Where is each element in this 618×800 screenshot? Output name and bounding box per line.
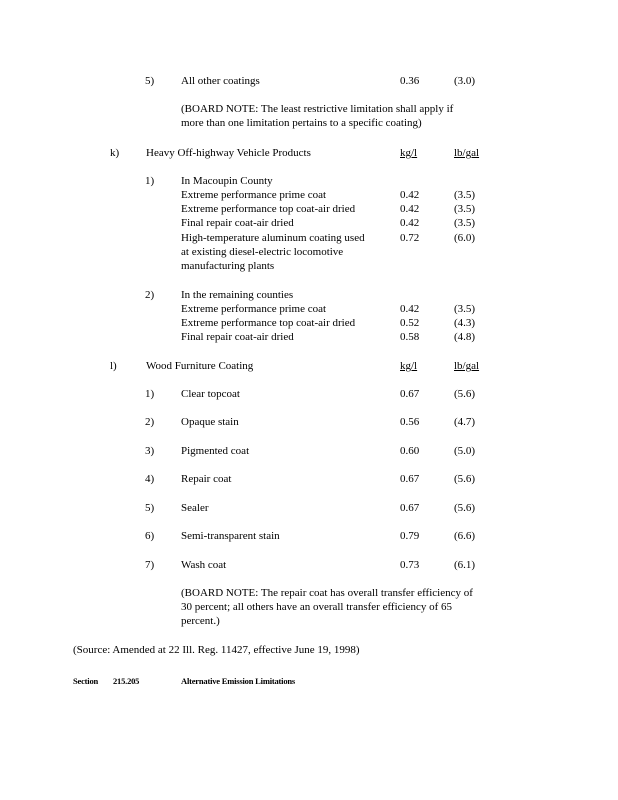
item-label: All other coatings: [181, 75, 260, 87]
item-number: 6): [145, 530, 155, 542]
lb-value: (5.6): [454, 502, 476, 514]
lb-header: lb/gal: [454, 147, 480, 159]
item-label: Clear topcoat: [181, 388, 240, 400]
item-number: 4): [145, 473, 155, 485]
board-note-line: more than one limitation pertains to a specific coating): [181, 117, 422, 129]
item-label: Final repair coat-air dried: [181, 217, 294, 229]
kg-value: 0.56: [400, 416, 420, 428]
item-number: 2): [145, 416, 155, 428]
kg-value: 0.42: [400, 203, 420, 215]
kg-value: 0.60: [400, 445, 420, 457]
item-label: Opaque stain: [181, 416, 239, 428]
board-note-line: percent.): [181, 615, 220, 627]
lb-value: (5.0): [454, 445, 476, 457]
lb-value: (4.3): [454, 317, 476, 329]
item-number: 1): [145, 175, 155, 187]
lb-header: lb/gal: [454, 360, 480, 372]
subsection-heading: In Macoupin County: [181, 175, 273, 187]
item-number: 5): [145, 75, 155, 87]
item-label: Semi-transparent stain: [181, 530, 280, 542]
lb-value: (6.0): [454, 232, 476, 244]
item-label: Wash coat: [181, 559, 227, 571]
board-note-line: 30 percent; all others have an overall transfer efficiency of 65: [181, 601, 453, 613]
lb-value: (5.6): [454, 473, 476, 485]
item-number: 1): [145, 388, 155, 400]
lb-value: (3.5): [454, 303, 476, 315]
section-letter: l): [110, 360, 117, 372]
kg-value: 0.42: [400, 189, 420, 201]
section-title: Heavy Off-highway Vehicle Products: [146, 147, 311, 159]
lb-value: (4.7): [454, 416, 476, 428]
lb-value: (3.5): [454, 217, 476, 229]
kg-value: 0.42: [400, 303, 420, 315]
kg-value: 0.58: [400, 331, 420, 343]
kg-value: 0.67: [400, 388, 420, 400]
lb-value: (6.1): [454, 559, 476, 571]
item-label: Final repair coat-air dried: [181, 331, 294, 343]
item-number: 5): [145, 502, 155, 514]
kg-value: 0.67: [400, 502, 420, 514]
kg-header: kg/l: [400, 360, 418, 372]
item-label: Sealer: [181, 502, 209, 514]
section-number: 215.205: [113, 676, 140, 686]
source-citation: (Source: Amended at 22 Ill. Reg. 11427, effective June 19, 1998): [73, 644, 360, 656]
item-label: Extreme performance prime coat: [181, 189, 327, 201]
kg-header: kg/l: [400, 147, 418, 159]
lb-value: (5.6): [454, 388, 476, 400]
lb-value: (3.0): [454, 75, 476, 87]
kg-value: 0.73: [400, 559, 420, 571]
section-letter: k): [110, 147, 120, 159]
item-number: 3): [145, 445, 155, 457]
kg-value: 0.42: [400, 217, 420, 229]
section-heading-title: Alternative Emission Limitations: [181, 676, 296, 686]
item-label: Extreme performance top coat-air dried: [181, 317, 356, 329]
kg-value: 0.52: [400, 317, 420, 329]
item-number: 7): [145, 559, 155, 571]
item-label: Pigmented coat: [181, 445, 250, 457]
item-label: High-temperature aluminum coating used: [181, 232, 365, 244]
item-number: 2): [145, 289, 155, 301]
board-note-line: (BOARD NOTE: The repair coat has overall transfer efficiency of: [181, 587, 473, 599]
item-label: Extreme performance prime coat: [181, 303, 327, 315]
item-label-continuation: manufacturing plants: [181, 260, 275, 272]
lb-value: (3.5): [454, 189, 476, 201]
section-label: Section: [73, 676, 99, 686]
subsection-heading: In the remaining counties: [181, 289, 294, 301]
lb-value: (3.5): [454, 203, 476, 215]
item-label-continuation: at existing diesel-electric locomotive: [181, 246, 344, 258]
item-label: Extreme performance top coat-air dried: [181, 203, 356, 215]
kg-value: 0.67: [400, 473, 420, 485]
section-title: Wood Furniture Coating: [146, 360, 254, 372]
lb-value: (4.8): [454, 331, 476, 343]
lb-value: (6.6): [454, 530, 476, 542]
kg-value: 0.79: [400, 530, 420, 542]
kg-value: 0.36: [400, 75, 420, 87]
kg-value: 0.72: [400, 232, 420, 244]
board-note-line: (BOARD NOTE: The least restrictive limitation shall apply if: [181, 103, 454, 115]
item-label: Repair coat: [181, 473, 232, 485]
